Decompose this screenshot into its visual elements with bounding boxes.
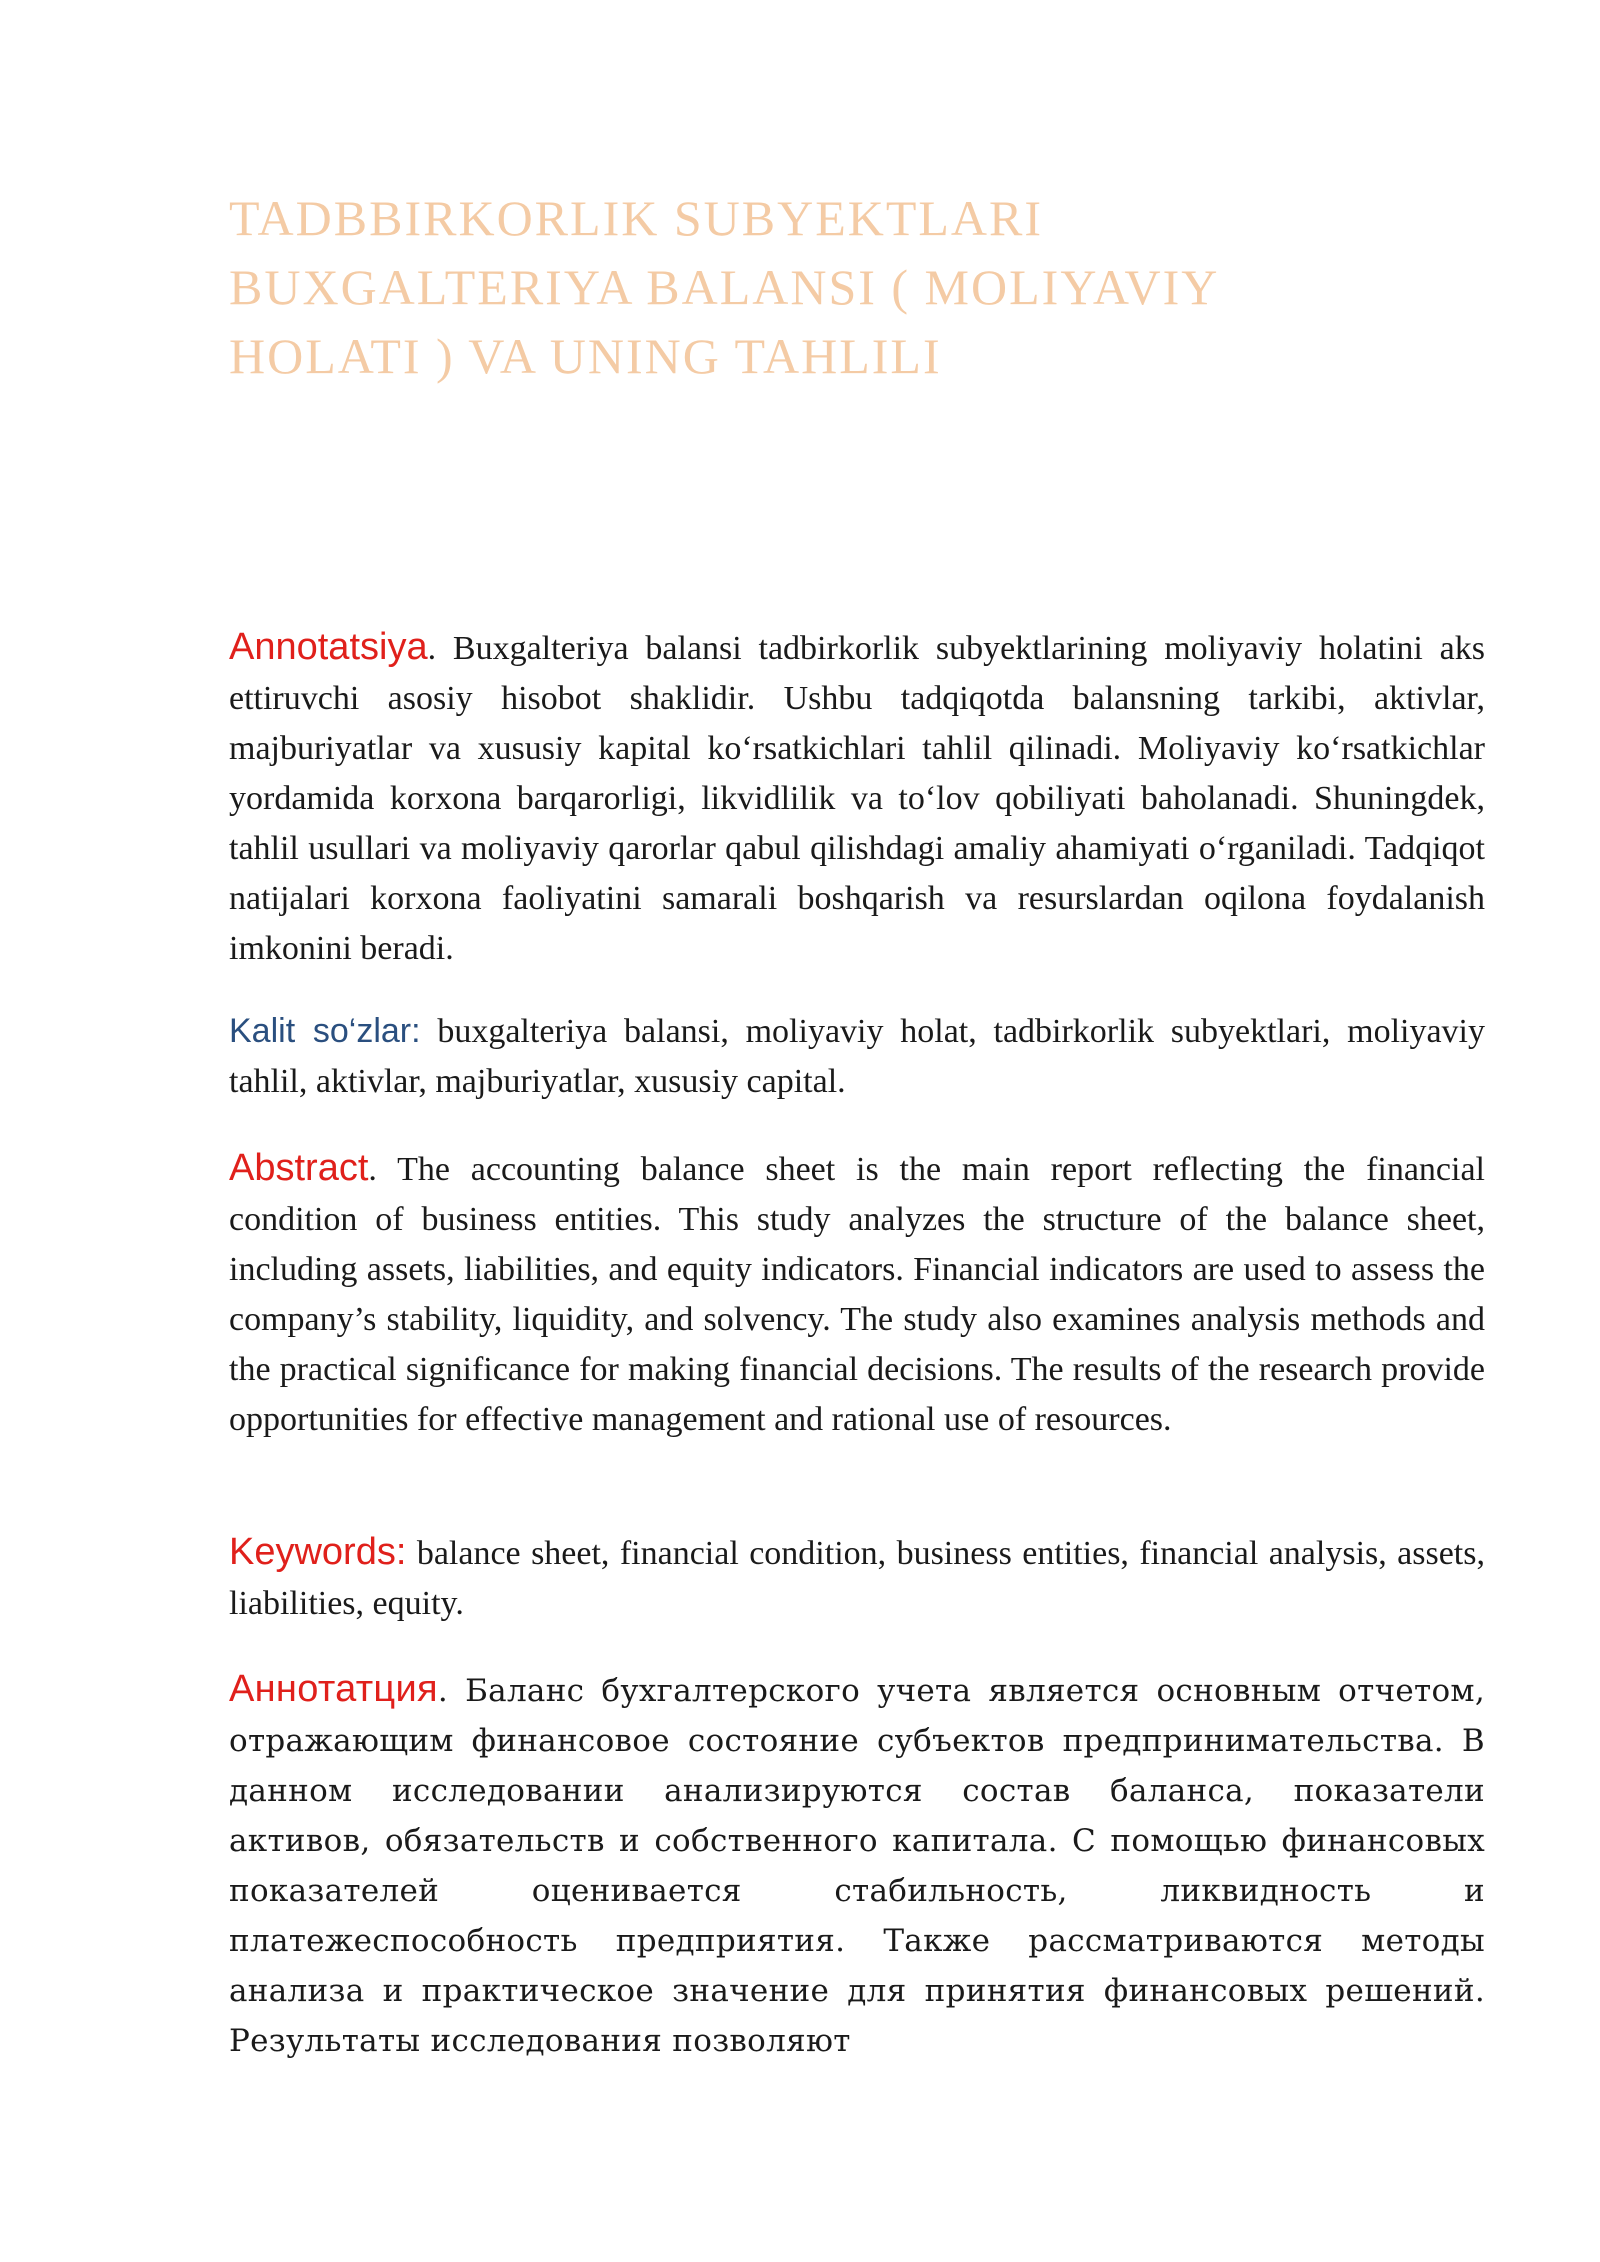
title-line-3: HOLATI ) VA UNING TAHLILI bbox=[229, 328, 942, 384]
paper-title bbox=[229, 184, 1409, 391]
annotatsiya-label: Annotatsiya bbox=[229, 626, 428, 668]
annotatsiya-paragraph bbox=[229, 622, 1485, 974]
title-line-1: TADBBIRKORLIK SUBYEKTLARI bbox=[229, 190, 1044, 246]
abstract-text: . The accounting balance sheet is the main report reflecting the financial condition of business entities. This study analyzes the structure of the balance sheet, including assets, liabilities, and equity indicators. Financial indicators are used to assess the company’s stability, liquidity, and solvency. The study also examines analysis methods and the practical significance for making financial decisions. The results of the research provide opportunities for effective management and rational use of resources. bbox=[229, 1151, 1485, 1438]
kalit-sozlar-label: Kalit so‘zlar: bbox=[229, 1012, 421, 1050]
keywords-text: balance sheet, financial condition, business entities, financial analysis, assets, liabilities, equity. bbox=[229, 1535, 1485, 1622]
annotatsiya-ru-label: Аннотатция bbox=[229, 1668, 438, 1710]
title-line-2: BUXGALTERIYA BALANSI ( MOLIYAVIY bbox=[229, 259, 1220, 315]
kalit-sozlar-paragraph bbox=[229, 1006, 1485, 1107]
annotatsiya-ru-paragraph bbox=[229, 1664, 1485, 2066]
kalit-sozlar-text: buxgalteriya balansi, moliyaviy holat, tadbirkorlik subyektlari, moliyaviy tahlil, aktivlar, majburiyatlar, xususiy capital. bbox=[229, 1013, 1486, 1100]
abstract-label: Abstract bbox=[229, 1147, 369, 1189]
abstract-paragraph bbox=[229, 1143, 1485, 1445]
annotatsiya-text: . Buxgalteriya balansi tadbirkorlik subyektlarining moliyaviy holatini aks ettiruvchi asosiy hisobot shaklidir. Ushbu tadqiqotda balansning tarkibi, aktivlar, majburiyatlar va xususiy kapital ko‘rsatkichlari tahlil qilinadi. Moliyaviy ko‘rsatkichlar yordamida korxona barqarorligi, likvidlilik va to‘lov qobiliyati baholanadi. Shuningdek, tahlil usullari va moliyaviy qarorlar qabul qilishdagi amaliy ahamiyati o‘rganiladi. Tadqiqot natijalari korxona faoliyatini samarali boshqarish va resurslardan oqilona foydalanish imkonini beradi. bbox=[229, 630, 1485, 967]
keywords-label: Keywords: bbox=[229, 1531, 407, 1573]
annotatsiya-ru-text: . Баланс бухгалтерского учета является основным отчетом, отражающим финансовое состояние субъектов предпринимательства. В данном исследовании анализируются состав баланса, показатели активов, обязательств и собственного капитала. С помощью финансовых показателей оценивается стабильность, ликвидность и платежеспособность предприятия. Также рассматриваются методы анализа и практическое значение для принятия финансовых решений. Результаты исследования позволяют bbox=[229, 1673, 1485, 2059]
keywords-paragraph bbox=[229, 1527, 1485, 1629]
